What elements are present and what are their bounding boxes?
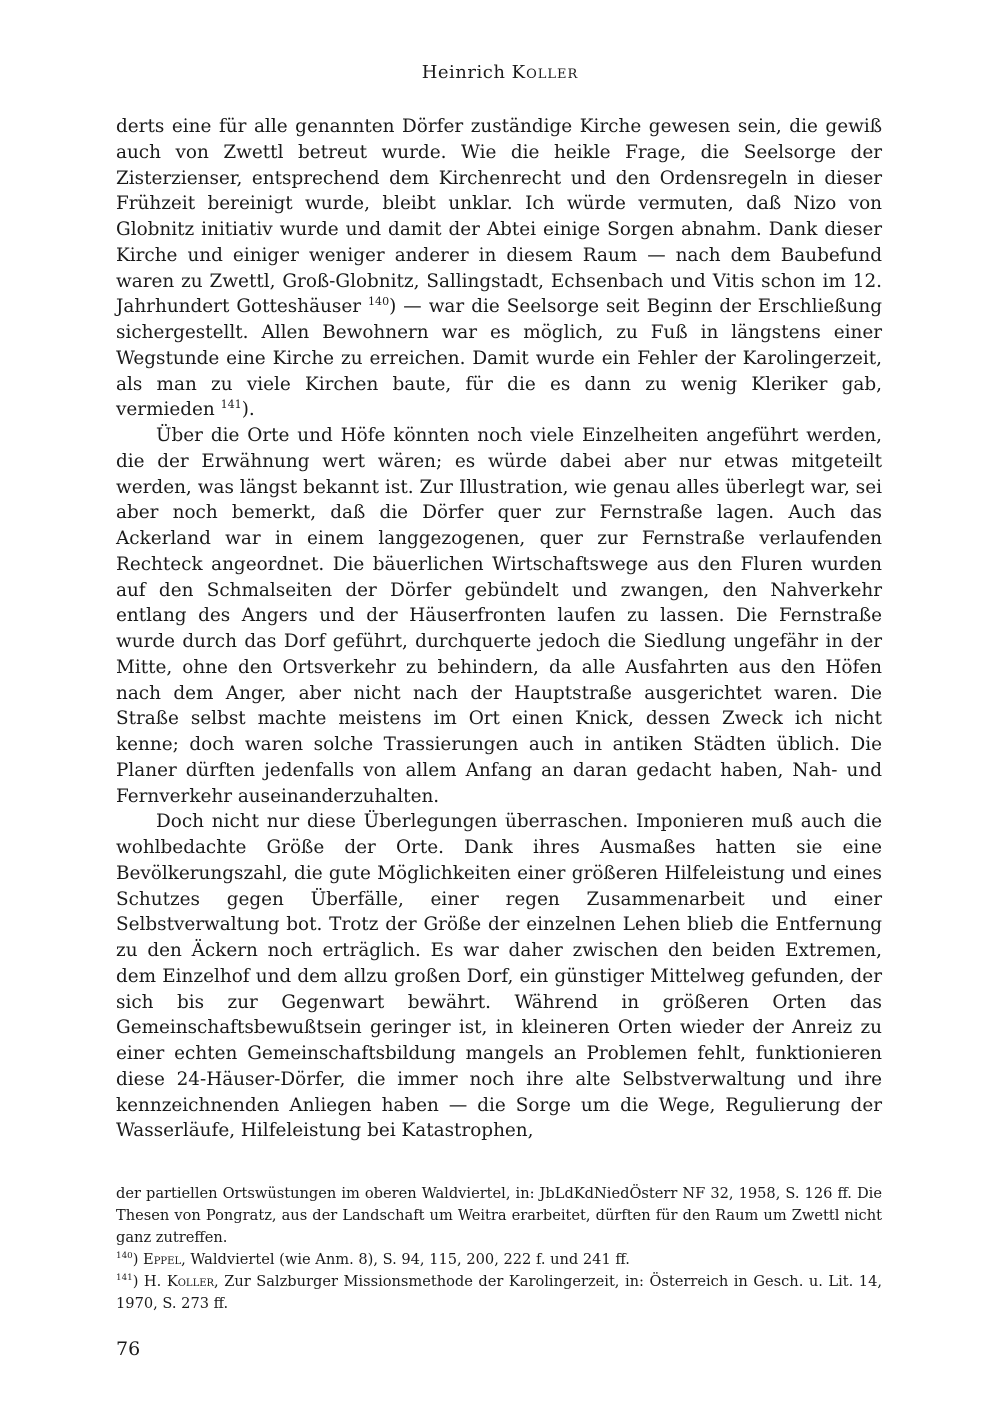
running-head-author-first: Heinrich [421,62,506,83]
paragraph-1-part-a: derts eine für alle genannten Dörfer zuständige Kirche gewesen sein, die gewiß auch von Zwettl betreut wurde. Wie die heikle Frage, die Seelsorge der Zisterzienser, entsprechend dem Kirchenrecht und den Ordensregeln in dieser Frühzeit bereinigt wurde, bleibt unklar. Ich würde vermuten, daß Nizo von Globnitz initiativ wurde und damit der Abtei einige Sorgen abnahm. Dank dieser Kirche und einiger weniger anderer in diesem Raum — nach dem Baubefund waren zu Zwettl, Groß-Globnitz, Sallingstadt, Echsenbach und Vitis schon im 12. Jahrhundert Gotteshäuser [116,116,882,318]
paragraph-2: Über die Orte und Höfe könnten noch viele Einzelheiten angeführt werden, die der Erwähnung wert wären; es würde dabei aber nur etwas mitgeteilt werden, was längst bekannt ist. Zur Illustration, wie genau alles überlegt war, sei aber noch bemerkt, daß die Dörfer quer zur Fernstraße lagen. Auch das Ackerland war in einem langgezogenen, quer zur Fernstraße verlaufenden Rechteck angeordnet. Die bäuerlichen Wirtschaftswege aus den Fluren wurden auf den Schmalseiten der Dörfer gebündelt und zwangen, den Nahverkehr entlang des Angers und der Häuserfronten laufen zu lassen. Die Fernstraße wurde durch das Dorf geführt, durchquerte jedoch die Siedlung ungefähr in der Mitte, ohne den Ortsverkehr zu behindern, da alle Ausfahrten aus den Höfen nach dem Anger, aber nicht nach der Hauptstraße ausgerichtet waren. Die Straße selbst machte meistens im Ort einen Knick, dessen Zweck ich nicht kenne; doch waren solche Trassierungen auch in antiken Städten üblich. Die Planer dürften jedenfalls von allem Anfang an daran gedacht haben, Nah- und Fernverkehr auseinanderzuhalten. [116,425,882,807]
footnote-140-author: Eppel [143,1251,182,1268]
footnotes [116,1183,882,1315]
footnote-141: $^{141}$) H. Koller, Zur Salzburger Missionsmethode der Karolingerzeit, in: Österreich in Gesch. u. Lit. 14, 1970, S. 273 ff. [116,1273,882,1312]
footnote-continuation: der partiellen Ortswüstungen im oberen Waldviertel, in: JbLdKdNiedÖsterr NF 32, 1958, S. 126 ff. Die Thesen von Pongratz, aus der Landschaft um Weitra erarbeitet, dürften für den Raum um Zwettl nicht ganz zutreffen. [116,1185,882,1246]
running-head-author-last: Koller [511,62,579,83]
footnote-140-text: , Waldviertel (wie Anm. 8), S. 94, 115, 200, 222 f. und 241 ff. [181,1251,630,1268]
running-head [0,62,1000,83]
paragraph-3: Doch nicht nur diese Überlegungen überraschen. Imponieren muß auch die wohlbedachte Größe der Orte. Dank ihres Ausmaßes hatten sie eine Bevölkerungszahl, die gute Möglichkeiten einer größeren Hilfeleistung und eines Schutzes gegen Überfälle, einer regen Zusammenarbeit und einer Selbstverwaltung bot. Trotz der Größe der einzelnen Lehen blieb die Entfernung zu den Äckern noch erträglich. Es war daher zwischen den beiden Extremen, dem Einzelhof und dem allzu großen Dorf, ein günstiger Mittelweg gefunden, der sich bis zur Gegenwart bewährt. Während in größeren Orten das Gemeinschaftsbewußtsein geringer ist, in kleineren Orten wieder der Anreiz zu einer echten Gemeinschaftsbildung mangels an Problemen fehlt, funktionieren diese 24-Häuser-Dörfer, die immer noch ihre alte Selbstverwaltung und ihre kennzeichnenden Anliegen haben — die Sorge um die Wege, Regulierung der Wasserläufe, Hilfeleistung bei Katastrophen, [116,811,882,1142]
footnote-141-author: Koller [166,1273,215,1290]
footnote-141-number: 141 [116,1273,133,1284]
page-number: 76 [116,1338,141,1360]
footnote-140-number: 140 [116,1251,133,1262]
footnote-ref-141: 141 [220,398,242,412]
paragraph-1-part-b: ) — war die Seelsorge seit Beginn der Erschließung sichergestellt. Allen Bewohnern war es möglich, zu Fuß in längstens einer Wegstunde eine Kirche zu erreichen. Damit wurde ein Fehler der Karolingerzeit, als man zu viele Kirchen baute, für die es dann zu wenig Kleriker gab, vermieden [116,296,883,421]
footnote-141-text: , Zur Salzburger Missionsmethode der Karolingerzeit, in: Österreich in Gesch. u. Lit. 14, 1970, S. 273 ff. [116,1273,882,1312]
paragraph-1 [116,114,882,423]
paragraph-1-part-c: ). [241,399,255,421]
footnote-140: $^{140}$) Eppel, Waldviertel (wie Anm. 8), S. 94, 115, 200, 222 f. und 241 ff. [116,1251,630,1268]
body-text [116,114,882,1144]
footnote-141-author-initial: H. [143,1273,162,1290]
footnote-ref-140: 140 [368,295,390,309]
